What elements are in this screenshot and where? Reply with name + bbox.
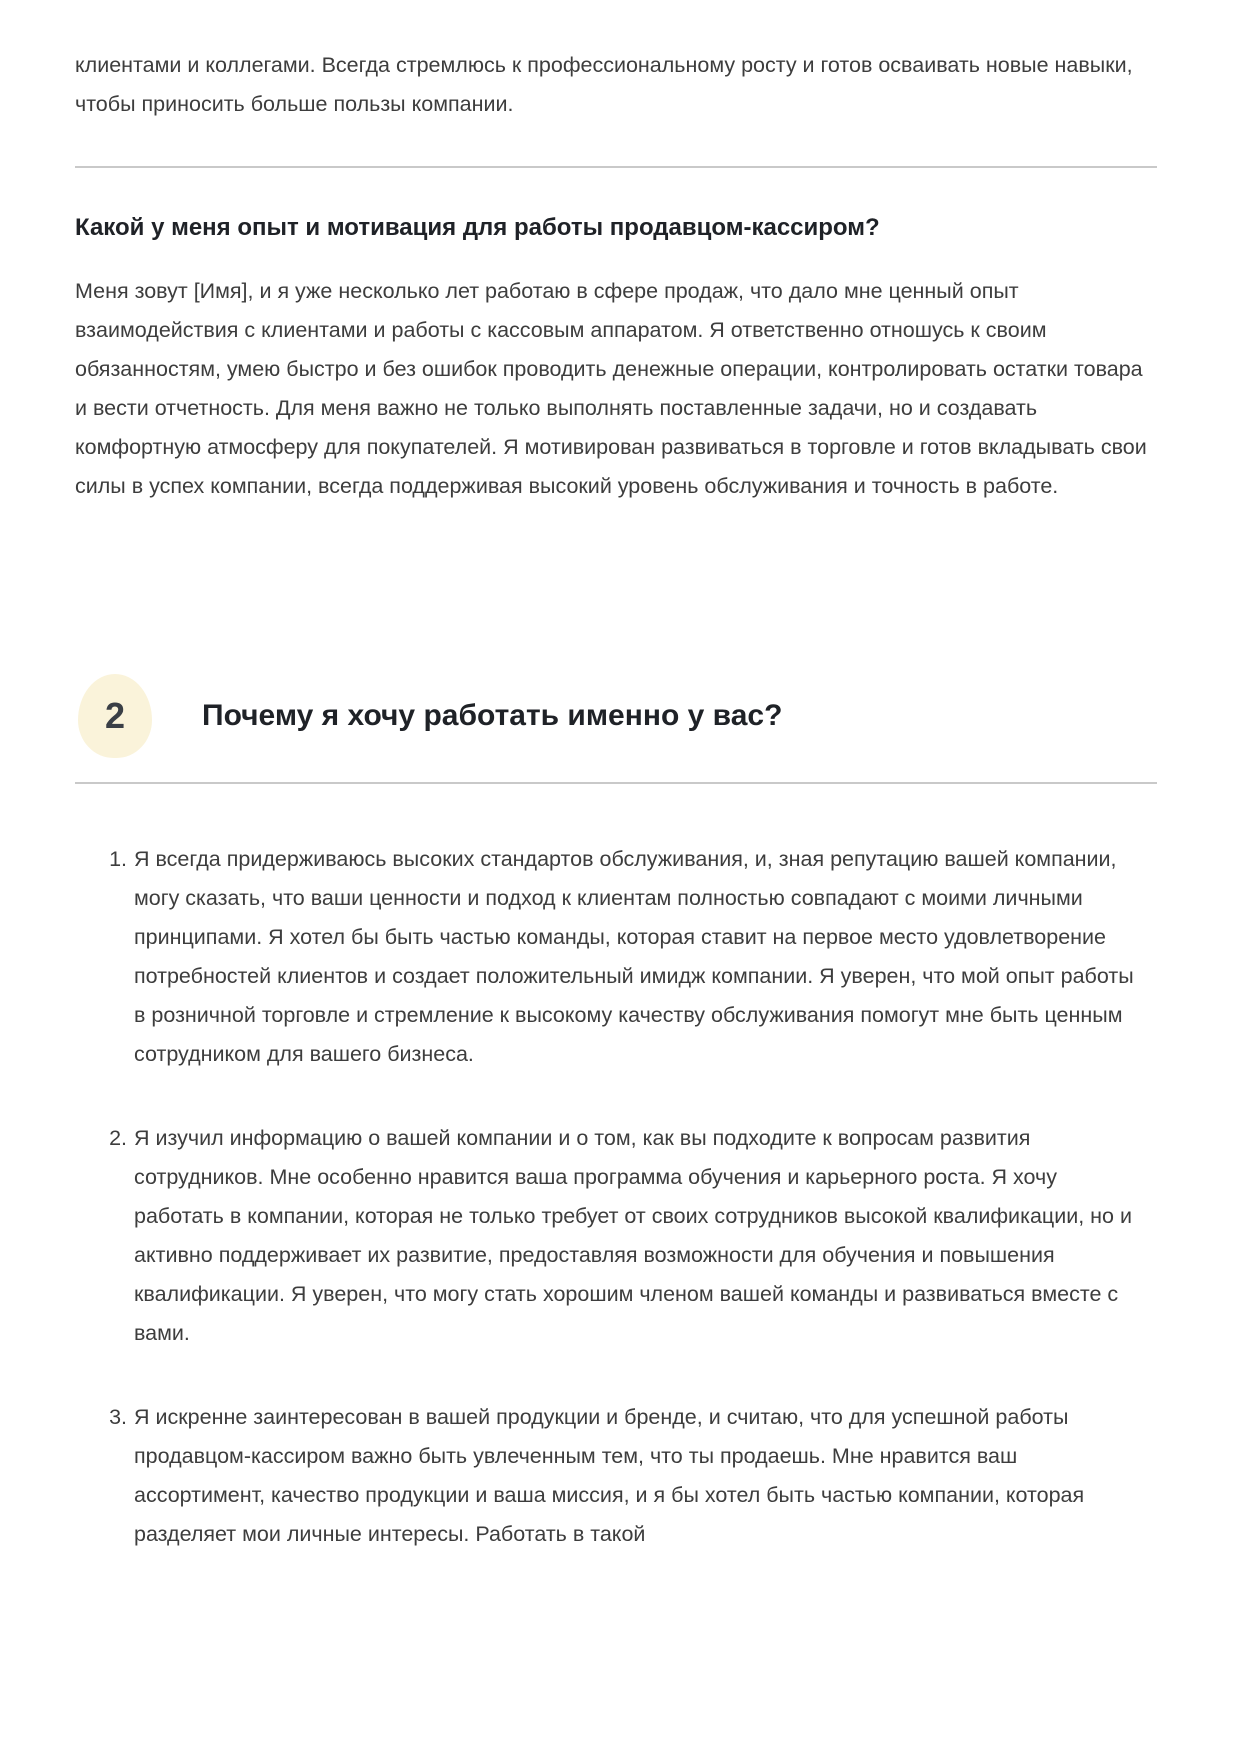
experience-paragraph: Меня зовут [Имя], и я уже несколько лет работаю в сфере продаж, что дало мне ценный опыт взаимодействия с клиентами и работы с кассовым аппаратом. Я ответственно отношусь к своим обязанностям, умею быстро и без ошибок проводить денежные операции, контролировать остатки товара и вести отчетность. Для меня важно не только выполнять поставленные задачи, но и создавать комфортную атмосферу для покупателей. Я мотивирован развиваться в торговле и готов вкладывать свои силы в успех компании, всегда поддерживая высокий уровень обслуживания и точность в работе. [75, 279, 1147, 498]
intro-tail-paragraph: клиентами и коллегами. Всегда стремлюсь к профессиональному росту и готов осваивать новые навыки, чтобы приносить больше пользы компании. [75, 53, 1133, 116]
answer-list [75, 840, 1157, 1554]
experience-question-heading: Какой у меня опыт и мотивация для работы продавцом-кассиром? [75, 214, 880, 241]
section-divider [75, 166, 1157, 168]
section-divider [75, 782, 1157, 784]
section-number: 2 [104, 695, 126, 736]
list-item [105, 840, 1157, 1074]
list-item [105, 1119, 1157, 1353]
list-item-marker: 2. [109, 1126, 127, 1150]
list-item-text: Я изучил информацию о вашей компании и о том, как вы подходите к вопросам развития сотрудников. Мне особенно нравится ваша программа обучения и карьерного роста. Я хочу работать в компании, которая не только требует от своих сотрудников высокой квалификации, но и активно поддерживает их развитие, предоставляя возможности для обучения и повышения квалификации. Я уверен, что могу стать хорошим членом вашей команды и развиваться вместе с вами. [134, 1126, 1132, 1345]
list-item [105, 1398, 1157, 1554]
list-item-text: Я всегда придерживаюсь высоких стандартов обслуживания, и, зная репутацию вашей компании, могу сказать, что ваши ценности и подход к клиентам полностью совпадают с моими личными принципами. Я хотел бы быть частью команды, которая ставит на первое место удовлетворение потребностей клиентов и создает положительный имидж компании. Я уверен, что мой опыт работы в розничной торговле и стремление к высокому качеству обслуживания помогут мне быть ценным сотрудником для вашего бизнеса. [134, 847, 1134, 1066]
section-number-badge [78, 674, 152, 758]
list-item-text: Я искренне заинтересован в вашей продукции и бренде, и считаю, что для успешной работы продавцом-кассиром важно быть увлеченным тем, что ты продаешь. Мне нравится ваш ассортимент, качество продукции и ваша миссия, и я бы хотел быть частью компании, которая разделяет мои личные интересы. Работать в такой [134, 1405, 1085, 1546]
list-item-marker: 3. [109, 1405, 127, 1429]
list-item-marker: 1. [109, 847, 127, 871]
section2-title: Почему я хочу работать именно у вас? [202, 699, 783, 732]
section2-header [75, 674, 1157, 758]
